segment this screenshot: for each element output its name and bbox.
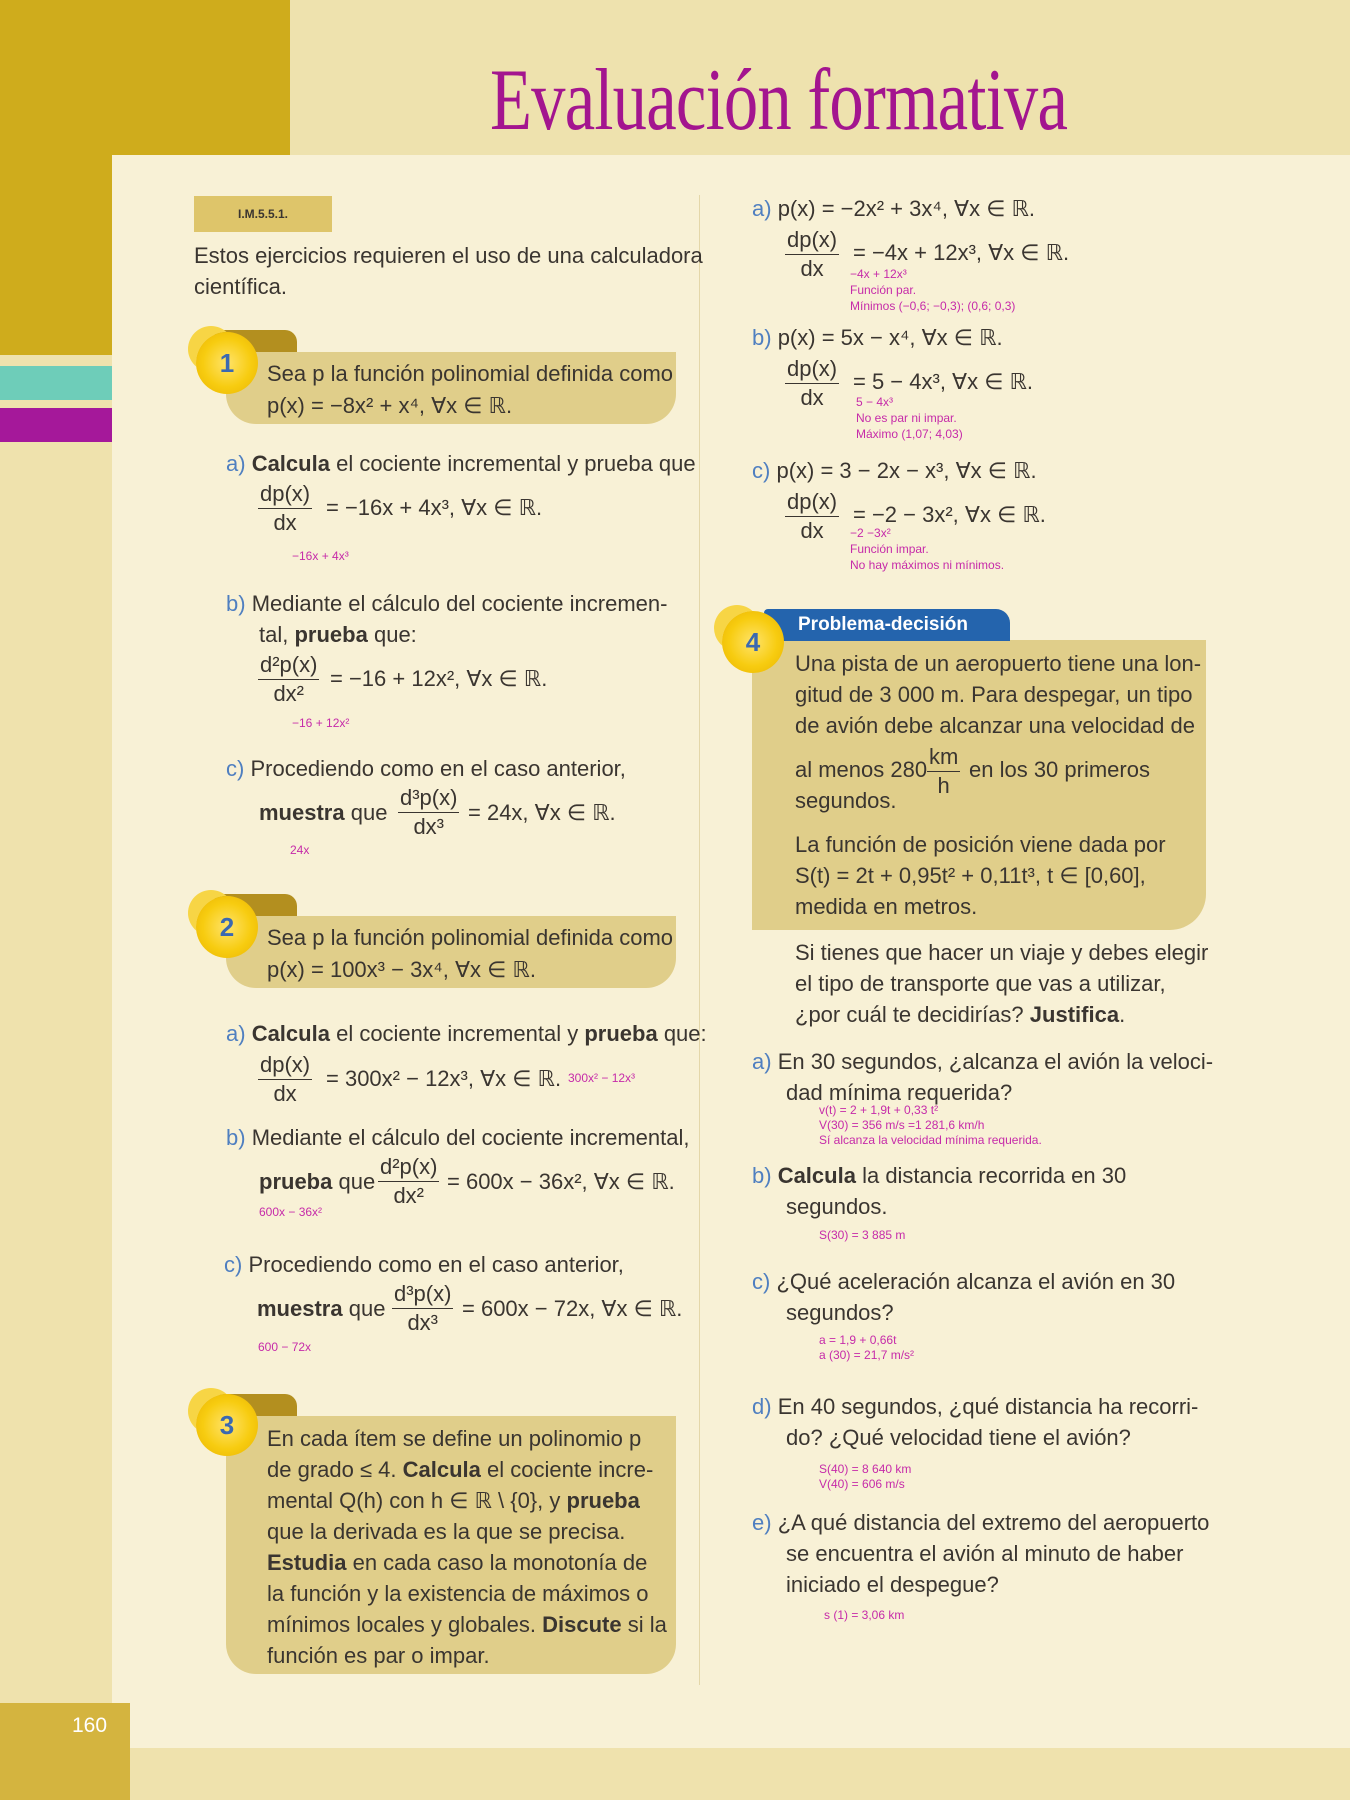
- ex3-c-answer-3: No hay máximos ni mínimos.: [850, 558, 1005, 572]
- exercise-3-number: 3: [219, 1410, 235, 1440]
- ex3-b-rhs: = 5 − 4x³, ∀x ∈ ℝ.: [853, 369, 1034, 394]
- exercise-2-statement-2: p(x) = 100x³ − 3x⁴, ∀x ∈ ℝ.: [267, 957, 536, 982]
- ex2-c-answer: 600 − 72x: [258, 1340, 312, 1354]
- ex1-a-label: a): [226, 451, 246, 476]
- ex4-a-label: a): [752, 1049, 772, 1074]
- ex2-c-bold: muestra: [257, 1296, 343, 1321]
- ex3-b-answer-3: Máximo (1,07; 4,03): [856, 427, 963, 441]
- ex3-a-fraction: [785, 226, 839, 283]
- curriculum-code: I.M.5.5.1.: [194, 196, 332, 232]
- ex3-b-fraction: [785, 355, 839, 412]
- ex1-b-bold: prueba: [294, 622, 368, 647]
- ex4-p1-line-3: de avión debe alcanzar una velocidad de: [795, 713, 1195, 738]
- ex4-d-line-2: do? ¿Qué velocidad tiene el avión?: [786, 1425, 1131, 1450]
- ex2-a-answer: 300x² − 12x³: [568, 1071, 636, 1085]
- ex1-b-num: d²p(x): [258, 651, 319, 680]
- teal-stripe: [0, 366, 112, 400]
- ex2-b-answer: 600x − 36x²: [259, 1205, 323, 1219]
- ex3-line-6: la función y la existencia de máximos o: [267, 1581, 649, 1606]
- page-number: 160: [72, 1714, 108, 1737]
- ex4-c-line-1: ¿Qué aceleración alcanza el avión en 30: [776, 1269, 1176, 1294]
- exercise-2-badge: [196, 896, 258, 958]
- ex2-a-text-2: que:: [663, 1021, 707, 1046]
- ex2-c-label: c): [224, 1252, 243, 1277]
- ex4-e-label: e): [752, 1510, 772, 1535]
- ex3-b-den: dx: [800, 385, 824, 410]
- ex2-a-label: a): [226, 1021, 246, 1046]
- ex3-line-1: En cada ítem se define un polinomio p: [267, 1426, 642, 1451]
- ex4-p1-pre: al menos 280: [795, 757, 928, 782]
- ex4-b-answer-1: S(30) = 3 885 m: [819, 1228, 906, 1242]
- ex4-d-label: d): [752, 1394, 772, 1419]
- ex3-a-label: a): [752, 196, 772, 221]
- ex2-a-fraction: [258, 1051, 312, 1108]
- ex3-b-answer-2: No es par ni impar.: [856, 411, 957, 425]
- ex4-p3-last: ¿por cuál te decidirías?: [795, 1002, 1024, 1027]
- problem-decision-tab: Problema-decisión: [764, 609, 1010, 641]
- ex4-p1-post: en los 30 primeros: [969, 757, 1150, 782]
- ex1-c-fraction: [398, 784, 459, 841]
- ex1-a-rhs: = −16x + 4x³, ∀x ∈ ℝ.: [326, 495, 543, 520]
- ex1-a-text: el cociente incremental y prueba que: [336, 451, 696, 476]
- ex3-line-7-bold: Discute: [542, 1612, 622, 1637]
- ex3-c-answer-1: −2 −3x²: [850, 526, 891, 540]
- ex2-c-que: que: [348, 1296, 386, 1321]
- ex1-b-label: b): [226, 591, 246, 616]
- ex3-line-2a: de grado ≤ 4.: [267, 1457, 403, 1482]
- ex3-c-label: c): [752, 458, 771, 483]
- ex1-a-num: dp(x): [258, 480, 312, 509]
- ex4-a-answer-2: V(30) = 356 m/s =1 281,6 km/h: [819, 1118, 985, 1132]
- ex1-b-text-2b: que:: [373, 622, 417, 647]
- ex2-b-label: b): [226, 1125, 246, 1150]
- ex2-b-num: d²p(x): [378, 1153, 439, 1182]
- ex3-line-5-bold: Estudia: [267, 1550, 347, 1575]
- ex2-c-den: dx³: [407, 1310, 438, 1335]
- ex3-line-7a: mínimos locales y globales.: [267, 1612, 543, 1637]
- ex2-c-num: d³p(x): [392, 1280, 453, 1309]
- ex2-a-num: dp(x): [258, 1051, 312, 1080]
- exercise-2-statement-1: Sea p la función polinomial definida como: [267, 925, 674, 950]
- page-number-box: [0, 1703, 130, 1800]
- ex3-a-answer-2: Función par.: [850, 283, 917, 297]
- ex3-c-fraction: [785, 488, 839, 545]
- ex4-c-line-2: segundos?: [786, 1300, 894, 1325]
- intro-line-1: Estos ejercicios requieren el uso de una calculadora: [194, 243, 703, 268]
- ex3-b-num: dp(x): [785, 355, 839, 384]
- ex4-p1-line-1: Una pista de un aeropuerto tiene una lon-: [795, 651, 1202, 676]
- exercise-4-number: 4: [745, 627, 761, 657]
- ex3-a-rhs: = −4x + 12x³, ∀x ∈ ℝ.: [853, 240, 1070, 265]
- ex4-p1-end: segundos.: [795, 788, 897, 813]
- ex3-c-den: dx: [800, 518, 824, 543]
- ex4-d-answer-1: S(40) = 8 640 km: [819, 1462, 912, 1476]
- ex1-c-label: c): [226, 756, 245, 781]
- ex1-c-que: que: [350, 800, 388, 825]
- ex3-a-num: dp(x): [785, 226, 839, 255]
- ex3-line-7b: si la: [621, 1612, 667, 1637]
- ex4-e-answer-1: s (1) = 3,06 km: [824, 1608, 905, 1622]
- ex3-line-8: función es par o impar.: [267, 1643, 490, 1668]
- ex3-line-5b: en cada caso la monotonía de: [346, 1550, 648, 1575]
- ex1-b-rhs: = −16 + 12x², ∀x ∈ ℝ.: [330, 666, 548, 691]
- ex2-a-bold-1: Calcula: [251, 1021, 330, 1046]
- ex3-line-3a: mental Q(h) con h ∈ ℝ \ {0}, y: [267, 1488, 567, 1513]
- ex4-e-line-2: se encuentra el avión al minuto de haber: [786, 1541, 1184, 1566]
- ex1-c-rhs: = 24x, ∀x ∈ ℝ.: [468, 800, 616, 825]
- ex1-c-answer: 24x: [290, 843, 310, 857]
- ex4-c-answer-1: a = 1,9 + 0,66t: [819, 1333, 897, 1347]
- ex4-a-answer-3: Sí alcanza la velocidad mínima requerida.: [819, 1133, 1042, 1147]
- ex3-line-2b: el cociente incre-: [480, 1457, 654, 1482]
- exercise-4-badge: [722, 611, 784, 673]
- ex3-line-3-bold: prueba: [566, 1488, 640, 1513]
- ex4-c-answer-2: a (30) = 21,7 m/s²: [819, 1348, 915, 1362]
- ex4-b-bold: Calcula: [777, 1163, 856, 1188]
- ex1-b-text-2a: tal,: [259, 622, 289, 647]
- ex2-b-rhs: = 600x − 36x², ∀x ∈ ℝ.: [447, 1169, 675, 1194]
- ex4-e-line-1: ¿A qué distancia del extremo del aeropuerto: [777, 1510, 1210, 1535]
- ex1-b-answer: −16 + 12x²: [292, 716, 350, 730]
- ex2-b-que: que: [338, 1169, 376, 1194]
- ex4-p2-line-2: S(t) = 2t + 0,95t² + 0,11t³, t ∈ [0,60],: [795, 863, 1146, 888]
- ex4-b-line-2: segundos.: [786, 1194, 888, 1219]
- ex2-a-bold-2: prueba: [584, 1021, 658, 1046]
- exercise-1-badge: [196, 332, 258, 394]
- ex3-line-2-bold: Calcula: [402, 1457, 481, 1482]
- ex2-b-den: dx²: [393, 1183, 424, 1208]
- ex4-b-line-1: la distancia recorrida en 30: [862, 1163, 1127, 1188]
- ex4-a-answer-1: v(t) = 2 + 1,9t + 0,33 t²: [819, 1103, 939, 1117]
- exercise-2-number: 2: [219, 912, 235, 942]
- ex2-a-text: el cociente incremental y: [336, 1021, 579, 1046]
- ex3-a-answer-1: −4x + 12x³: [850, 267, 907, 281]
- ex3-a-answer-3: Mínimos (−0,6; −0,3); (0,6; 0,3): [850, 299, 1016, 313]
- ex4-b-label: b): [752, 1163, 772, 1188]
- ex3-c-p: p(x) = 3 − 2x − x³, ∀x ∈ ℝ.: [776, 458, 1037, 483]
- ex4-p3-line-2: el tipo de transporte que vas a utilizar,: [795, 971, 1166, 996]
- ex3-b-p: p(x) = 5x − x⁴, ∀x ∈ ℝ.: [777, 325, 1003, 350]
- ex1-b-fraction: [258, 651, 319, 708]
- ex1-a-den: dx: [273, 510, 297, 535]
- ex4-p3-dot: .: [1119, 1002, 1126, 1027]
- ex1-b-text-1: Mediante el cálculo del cociente incremen-: [251, 591, 668, 616]
- ex4-unit-num: km: [927, 743, 960, 772]
- ex4-a-line-1: En 30 segundos, ¿alcanza el avión la veloci-: [777, 1049, 1214, 1074]
- ex3-c-answer-2: Función impar.: [850, 542, 929, 556]
- ex4-e-line-3: iniciado el despegue?: [786, 1572, 999, 1597]
- ex4-d-answer-2: V(40) = 606 m/s: [819, 1477, 905, 1491]
- ex4-a-line-2: dad mínima requerida?: [786, 1080, 1013, 1105]
- ex4-unit-den: h: [937, 773, 950, 798]
- ex3-c-rhs: = −2 − 3x², ∀x ∈ ℝ.: [853, 502, 1046, 527]
- ex3-a-den: dx: [800, 256, 824, 281]
- left-gold-block: [0, 0, 112, 355]
- ex2-c-text: Procediendo como en el caso anterior,: [248, 1252, 624, 1277]
- ex3-b-answer-1: 5 − 4x³: [856, 395, 894, 409]
- exercise-1-statement-2: p(x) = −8x² + x⁴, ∀x ∈ ℝ.: [267, 393, 513, 418]
- ex1-a-answer: −16x + 4x³: [292, 549, 349, 563]
- ex2-a-den: dx: [273, 1081, 297, 1106]
- ex3-c-num: dp(x): [785, 488, 839, 517]
- ex4-p2-line-1: La función de posición viene dada por: [795, 832, 1166, 857]
- ex1-a-bold: Calcula: [251, 451, 330, 476]
- ex1-c-den: dx³: [413, 814, 444, 839]
- magenta-stripe: [0, 408, 112, 442]
- ex4-p3-line-1: Si tienes que hacer un viaje y debes elegir: [795, 940, 1209, 965]
- ex2-a-rhs: = 300x² − 12x³, ∀x ∈ ℝ.: [326, 1066, 562, 1091]
- ex2-b-bold: prueba: [259, 1169, 333, 1194]
- ex4-p1-line-2: gitud de 3 000 m. Para despegar, un tipo: [795, 682, 1193, 707]
- ex1-c-num: d³p(x): [398, 784, 459, 813]
- ex4-d-line-1: En 40 segundos, ¿qué distancia ha recorri-: [777, 1394, 1199, 1419]
- ex2-b-fraction: [378, 1153, 439, 1210]
- exercise-3-badge: [196, 1394, 258, 1456]
- bottom-bar: [112, 1748, 1350, 1800]
- ex1-c-text: Procediendo como en el caso anterior,: [250, 756, 626, 781]
- ex2-c-fraction: [392, 1280, 453, 1337]
- ex3-b-label: b): [752, 325, 772, 350]
- ex4-p3-bold: Justifica: [1029, 1002, 1120, 1027]
- ex2-b-text: Mediante el cálculo del cociente incremental,: [251, 1125, 690, 1150]
- ex3-line-4: que la derivada es la que se precisa.: [267, 1519, 626, 1544]
- exercise-1-number: 1: [219, 348, 235, 378]
- ex4-p2-line-3: medida en metros.: [795, 894, 978, 919]
- ex2-c-rhs: = 600x − 72x, ∀x ∈ ℝ.: [462, 1296, 683, 1321]
- ex1-c-bold: muestra: [259, 800, 345, 825]
- page-title: Evaluación formativa: [490, 52, 1068, 149]
- ex4-c-label: c): [752, 1269, 771, 1294]
- column-divider: [699, 195, 700, 1685]
- exercise-1-statement-1: Sea p la función polinomial definida como: [267, 361, 674, 386]
- ex1-b-den: dx²: [273, 681, 304, 706]
- ex4-unit-fraction: [927, 743, 960, 800]
- intro-line-2: científica.: [194, 274, 287, 299]
- ex1-a-fraction: [258, 480, 312, 537]
- ex3-a-p: p(x) = −2x² + 3x⁴, ∀x ∈ ℝ.: [777, 196, 1036, 221]
